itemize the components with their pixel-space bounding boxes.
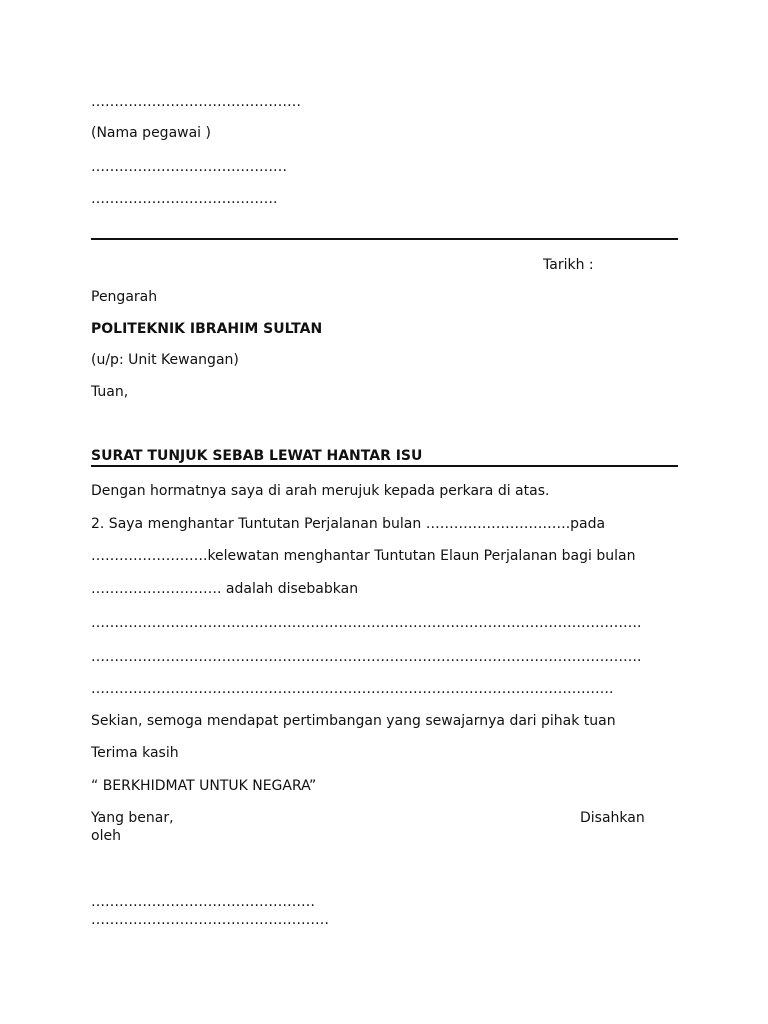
motto: “ BERKHIDMAT UNTUK NEGARA” [91, 778, 317, 794]
date-label: Tarikh : [543, 257, 594, 273]
subject-underline [91, 465, 678, 467]
reason-dotted-line-3: …………………………………………………………………………………………………. [91, 681, 614, 697]
recipient-attention: (u/p: Unit Kewangan) [91, 352, 239, 368]
body-para2-line1: 2. Saya menghantar Tuntutan Perjalanan bulan ………………………….pada [91, 516, 606, 532]
approved-by-label-cont: oleh [91, 828, 121, 844]
dotted-line-top: ……………………………………… [91, 94, 301, 110]
body-intro: Dengan hormatnya saya di arah merujuk kepada perkara di atas. [91, 483, 550, 499]
signature-line-2: …………………………………………… [91, 912, 329, 928]
thanks: Terima kasih [91, 745, 179, 761]
signature-line-1: ………………………………………… [91, 894, 315, 910]
salutation: Tuan, [91, 384, 129, 400]
recipient-institution: POLITEKNIK IBRAHIM SULTAN [91, 321, 323, 337]
dotted-line-address-1: …………………………………… [91, 159, 287, 175]
recipient-title: Pengarah [91, 289, 158, 305]
reason-dotted-line-2: ………………………………………………………………………………………………………. [91, 649, 642, 665]
body-para2-line2: …………………….kelewatan menghantar Tuntutan Elaun Perjalanan bagi bulan [91, 548, 636, 564]
body-para2-line3: ………………………. adalah disebabkan [91, 581, 359, 597]
yours-truly: Yang benar, [91, 810, 174, 826]
employee-name-label: (Nama pegawai ) [91, 125, 211, 141]
approved-by-label: Disahkan [580, 810, 645, 826]
header-divider [91, 238, 678, 240]
closing-sentence: Sekian, semoga mendapat pertimbangan yang sewajarnya dari pihak tuan [91, 713, 616, 729]
reason-dotted-line-1: ………………………………………………………………………………………………………. [91, 615, 642, 631]
subject-heading: SURAT TUNJUK SEBAB LEWAT HANTAR ISU [91, 448, 423, 464]
dotted-line-address-2: …………………………………. [91, 191, 278, 207]
